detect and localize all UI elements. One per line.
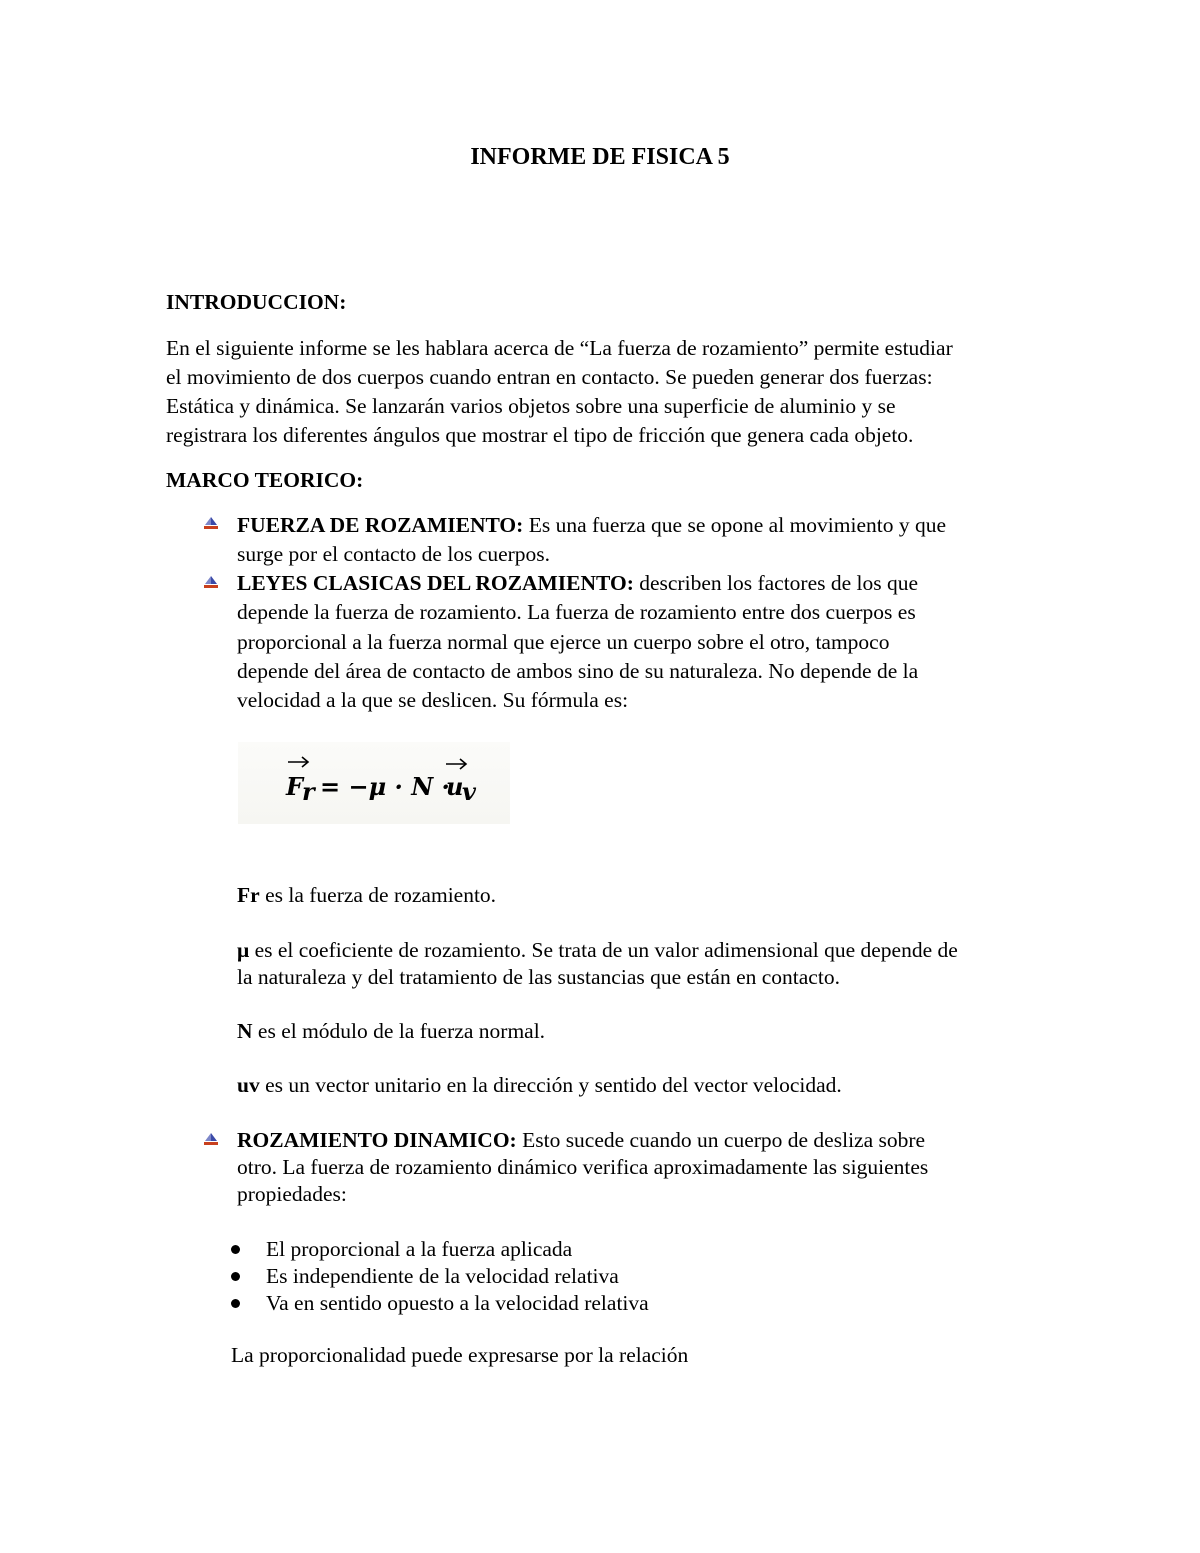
intro-line: el movimiento de dos cuerpos cuando entran en contacto. Se pueden generar dos fuerzas: — [166, 365, 933, 389]
item-text: velocidad a la que se deslicen. Su fórmula es: — [237, 688, 629, 712]
formula-u: u — [446, 772, 464, 801]
definition-n — [237, 1017, 545, 1046]
definition-fr — [237, 881, 496, 910]
term-fuerza-rozamiento: FUERZA DE ROZAMIENTO: — [237, 513, 524, 537]
bullet-item-fuerza — [237, 511, 946, 540]
formula-eq: = −μ · N · — [320, 772, 450, 801]
item-text: proporcional a la fuerza normal que ejerce un cuerpo sobre el otro, tampoco — [237, 630, 890, 654]
arrow-bullet-icon — [203, 517, 219, 531]
dot-bullet-icon — [231, 1245, 240, 1254]
item-text: propiedades: — [237, 1182, 347, 1206]
term-fr: Fr — [237, 883, 260, 907]
arrow-bullet-icon — [203, 576, 219, 590]
term-mu: μ — [237, 938, 250, 962]
item-text: surge por el contacto de los cuerpos. — [237, 542, 551, 566]
definition-text: la naturaleza y del tratamiento de las sustancias que están en contacto. — [237, 965, 840, 989]
item-text: describen los factores de los que — [633, 571, 919, 595]
term-n: N — [237, 1019, 253, 1043]
list-item: Va en sentido opuesto a la velocidad relativa — [266, 1291, 649, 1315]
definition-text: es un vector unitario en la dirección y sentido del vector velocidad. — [259, 1073, 842, 1097]
dot-bullet-icon — [231, 1299, 240, 1308]
term-uv: uv — [237, 1073, 260, 1097]
item-text: Es una fuerza que se opone al movimiento y que — [523, 513, 947, 537]
item-text: Esto sucede cuando un cuerpo de desliza sobre — [516, 1128, 926, 1152]
intro-line: En el siguiente informe se les hablara acerca de “La fuerza de rozamiento” permite estudiar — [166, 336, 953, 360]
intro-heading: INTRODUCCION: — [166, 290, 347, 314]
list-item: El proporcional a la fuerza aplicada — [266, 1237, 573, 1261]
marco-heading: MARCO TEORICO: — [166, 468, 364, 492]
formula-v: v — [462, 777, 476, 806]
term-leyes-clasicas: LEYES CLASICAS DEL ROZAMIENTO: — [237, 571, 634, 595]
term-rozamiento-dinamico: ROZAMIENTO DINAMICO: — [237, 1128, 517, 1152]
definition-text: es el módulo de la fuerza normal. — [252, 1019, 546, 1043]
page-title: INFORME DE FISICA 5 — [470, 144, 730, 170]
definition-text: es el coeficiente de rozamiento. Se trata de un valor adimensional que depende de — [249, 938, 958, 962]
item-text: otro. La fuerza de rozamiento dinámico verifica aproximadamente las siguientes — [237, 1155, 929, 1179]
arrow-bullet-icon — [203, 1133, 219, 1147]
bullet-item-rozamiento-dinamico — [237, 1126, 925, 1155]
item-text: depende del área de contacto de ambos sino de su naturaleza. No depende de la — [237, 659, 919, 683]
definition-text: es la fuerza de rozamiento. — [259, 883, 497, 907]
friction-formula — [238, 742, 510, 824]
formula-f: F — [286, 772, 304, 801]
intro-line: Estática y dinámica. Se lanzarán varios objetos sobre una superficie de aluminio y se — [166, 394, 896, 418]
dot-bullet-icon — [231, 1272, 240, 1281]
formula-r: r — [302, 777, 315, 806]
list-item: Es independiente de la velocidad relativa — [266, 1264, 619, 1288]
definition-uv — [237, 1071, 842, 1100]
definition-mu — [237, 936, 958, 965]
item-text: depende la fuerza de rozamiento. La fuerza de rozamiento entre dos cuerpos es — [237, 600, 916, 624]
closing-text: La proporcionalidad puede expresarse por la relación — [231, 1343, 689, 1367]
intro-line: registrara los diferentes ángulos que mostrar el tipo de fricción que genera cada objeto. — [166, 423, 914, 447]
bullet-item-leyes — [237, 569, 918, 598]
